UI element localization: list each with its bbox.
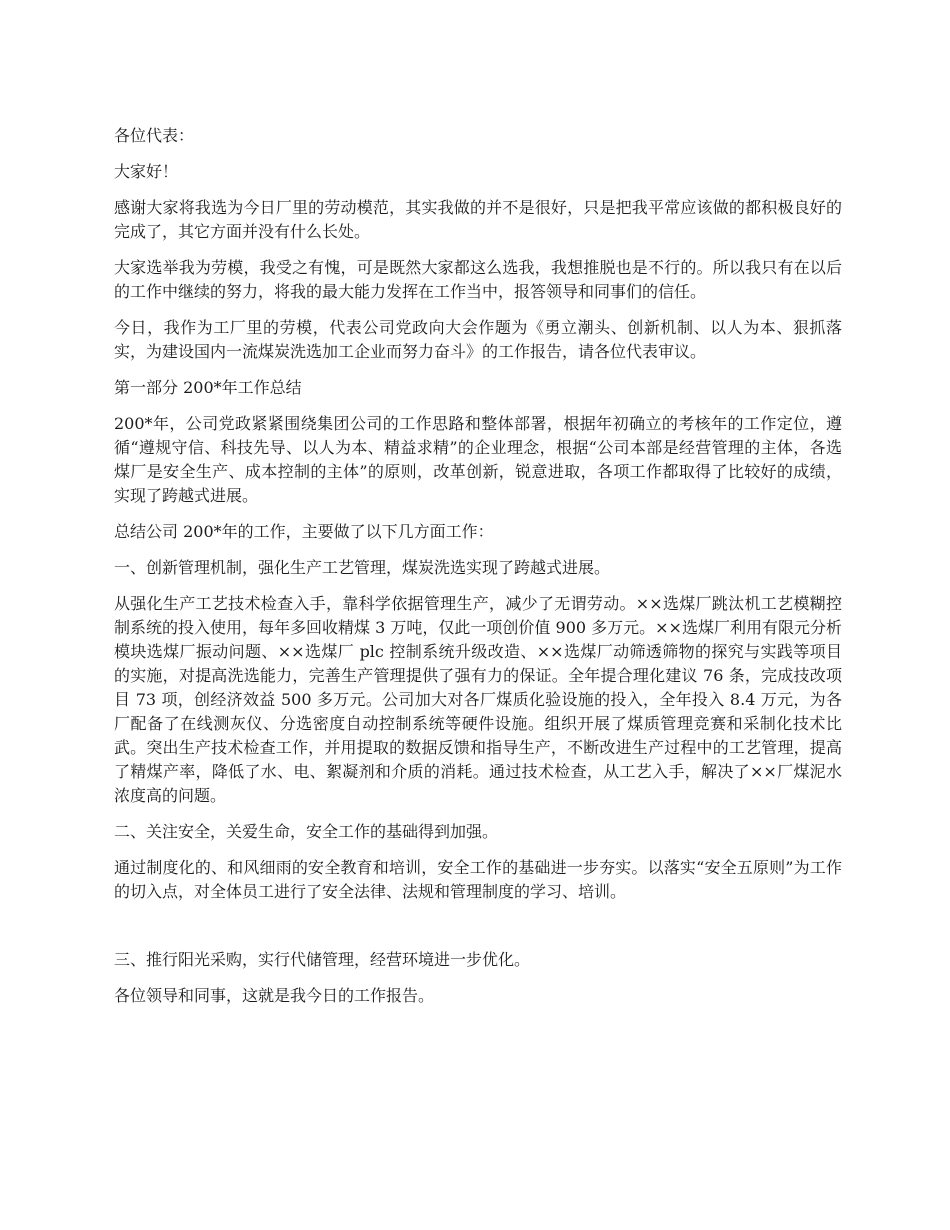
subsection-heading: 三、推行阳光采购，实行代储管理，经营环境进一步优化。 [114, 950, 531, 969]
greeting: 大家好！ [114, 162, 179, 181]
body-paragraph: 大家选举我为劳模，我受之有愧，可是既然大家都这么选我，我想推脱也是不行的。所以我只有在以后的工作中继续的努力，将我的最大能力发挥在工作当中，报答领导和同事们的信任。 [114, 258, 842, 301]
body-paragraph: 今日，我作为工厂里的劳模，代表公司党政向大会作题为《勇立潮头、创新机制、以人为本、狠抓落实，为建设国内一流煤炭洗选加工企业而努力奋斗》的工作报告，请各位代表审议。 [114, 318, 842, 361]
body-paragraph: 通过制度化的、和风细雨的安全教育和培训，安全工作的基础进一步夯实。以落实“安全五原则”为工作的切入点，对全体员工进行了安全法律、法规和管理制度的学习、培训。 [114, 858, 842, 901]
salutation: 各位代表： [114, 126, 195, 145]
body-paragraph: 200*年，公司党政紧紧围绕集团公司的工作思路和整体部署，根据年初确立的考核年的工作定位，遵循“遵规守信、科技先导、以人为本、精益求精”的企业理念，根据“公司本部是经营管理的主体，各选煤厂是安全生产、成本控制的主体”的原则，改革创新，锐意进取，各项工作都取得了比较好的成绩，实现了跨越式进展。 [114, 414, 842, 505]
body-paragraph: 总结公司 200*年的工作，主要做了以下几方面工作： [114, 522, 494, 541]
closing-paragraph: 各位领导和同事，这就是我今日的工作报告。 [114, 986, 435, 1005]
subsection-heading: 二、关注安全，关爱生命，安全工作的基础得到加强。 [114, 822, 499, 841]
section-heading: 第一部分 200*年工作总结 [114, 378, 302, 397]
body-paragraph: 从强化生产工艺技术检查入手，靠科学依据管理生产，减少了无谓劳动。××选煤厂跳汰机工艺模糊控制系统的投入使用，每年多回收精煤 3 万吨，仅此一项创价值 900 多万元。××选煤厂利用有限元分析模块选煤厂振动问题、××选煤厂 plc 控制系统升级改造、××选煤厂动筛透筛物的探究与实践等项目的实施，对提高洗选能力，完善生产管理提供了强有力的保证。全年提合理化建议 76 条，完成技改项目 73 项，创经济效益 500 多万元。公司加大对各厂煤质化验设施的投入，全年投入 8.4 万元，为各厂配备了在线测灰仪、分选密度自动控制系统等硬件设施。组织开展了煤质管理竞赛和采制化技术比武。突出生产技术检查工作，并用提取的数据反馈和指导生产，不断改进生产过程中的工艺管理，提高了精煤产率，降低了水、电、絮凝剂和介质的消耗。通过技术检查，从工艺入手，解决了××厂煤泥水浓度高的问题。 [114, 594, 842, 805]
subsection-heading: 一、创新管理机制，强化生产工艺管理，煤炭洗选实现了跨越式进展。 [114, 558, 611, 577]
body-paragraph: 感谢大家将我选为今日厂里的劳动模范，其实我做的并不是很好，只是把我平常应该做的都积极良好的完成了，其它方面并没有什么长处。 [114, 198, 842, 241]
document-page [114, 124, 842, 1020]
